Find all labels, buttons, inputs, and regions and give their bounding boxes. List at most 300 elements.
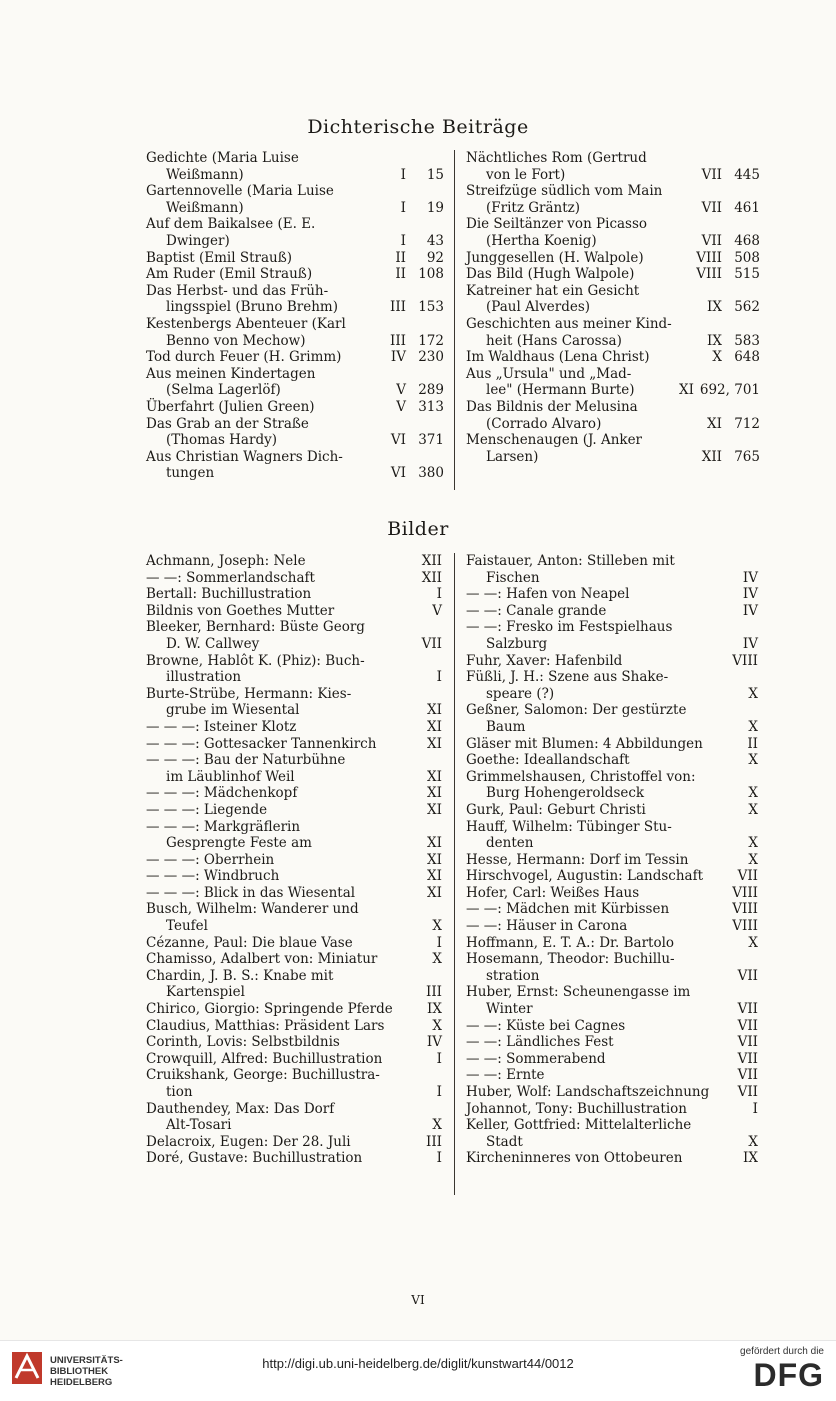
entry-line: (Paul Alverdes) xyxy=(486,299,591,316)
entry-title xyxy=(146,266,368,283)
entry-line: denten xyxy=(486,835,534,852)
entry-line: Baum xyxy=(486,718,526,735)
entry-line: Das Grab an der Straße xyxy=(146,415,309,432)
entry-title xyxy=(146,1051,402,1068)
index-entry xyxy=(146,1134,442,1151)
entry-line: Kestenbergs Abenteuer (Karl xyxy=(146,315,346,332)
entry-volume: VIII xyxy=(732,652,758,669)
entry-title xyxy=(466,1150,718,1167)
entry-volume: IV xyxy=(426,1034,442,1051)
entry-volume: X xyxy=(748,934,758,951)
entry-volume: IX xyxy=(427,1001,442,1018)
index-entry xyxy=(146,951,442,968)
entry-title xyxy=(146,719,402,736)
entry-page: 92 xyxy=(426,249,444,266)
entry-line: — —: Fresko im Festspielhaus xyxy=(466,619,673,636)
entry-title xyxy=(146,819,402,852)
entry-title xyxy=(146,736,402,753)
entry-page: 43 xyxy=(426,232,444,249)
entry-line: grube im Wiesental xyxy=(166,702,300,719)
entry-volume: IV xyxy=(742,586,758,603)
entry-line: D. W. Callwey xyxy=(166,635,260,652)
index-entry xyxy=(146,868,442,885)
entry-line: Salzburg xyxy=(486,635,548,652)
entry-volume: VII xyxy=(421,635,442,652)
index-entry xyxy=(146,1051,442,1068)
entry-line: Streifzüge südlich vom Main xyxy=(466,183,663,200)
entry-line: Dauthendey, Max: Das Dorf xyxy=(146,1100,335,1117)
entry-volume: V xyxy=(432,602,442,619)
entry-line: tion xyxy=(166,1084,193,1100)
index-entry xyxy=(146,802,442,819)
entry-title xyxy=(146,752,402,785)
entry-title xyxy=(466,183,684,216)
entry-page: 313 xyxy=(418,398,444,415)
entry-volume: V xyxy=(396,398,406,415)
entry-line: Kartenspiel xyxy=(166,984,245,1001)
index-entry xyxy=(146,1034,442,1051)
index-entry xyxy=(466,586,758,603)
entry-line: Faistauer, Anton: Stilleben mit xyxy=(466,553,675,569)
entry-title xyxy=(466,399,684,432)
entry-line: Dwinger) xyxy=(166,232,230,249)
entry-line: (Corrado Alvaro) xyxy=(486,415,602,432)
entry-line: Nächtliches Rom (Gertrud xyxy=(466,150,647,166)
entry-volume: II xyxy=(395,249,406,266)
entry-volume: VII xyxy=(737,868,758,885)
entry-line: — —: Mädchen mit Kürbissen xyxy=(466,901,670,918)
index-entry xyxy=(146,553,442,570)
entry-line: Delacroix, Eugen: Der 28. Juli xyxy=(146,1133,351,1150)
entry-title xyxy=(146,570,402,587)
entry-volume: XI xyxy=(427,785,442,802)
entry-volume: XI xyxy=(427,718,442,735)
library-name: UNIVERSITÄTS- BIBLIOTHEK HEIDELBERG xyxy=(50,1355,123,1388)
entry-volume: II xyxy=(747,735,758,752)
entry-line: Achmann, Joseph: Nele xyxy=(146,553,306,569)
entry-title xyxy=(146,216,368,249)
index-entry xyxy=(466,935,758,952)
index-entry xyxy=(466,736,758,753)
index-entry xyxy=(146,266,444,283)
index-entry xyxy=(146,349,444,366)
entry-title xyxy=(146,935,402,952)
entry-title xyxy=(466,349,684,366)
entry-title xyxy=(466,984,718,1017)
entry-volume: X xyxy=(748,1133,758,1150)
entry-line: Hosemann, Theodor: Buchillu- xyxy=(466,951,675,968)
entry-volume: XI xyxy=(427,702,442,719)
index-entry xyxy=(466,1084,758,1101)
entry-line: stration xyxy=(486,967,540,984)
entry-title xyxy=(466,316,684,349)
index-entry xyxy=(146,885,442,902)
index-entry xyxy=(466,901,758,918)
entry-volume: IX xyxy=(707,332,722,349)
entry-line: Fischen xyxy=(486,569,540,586)
entry-line: — — —: Isteiner Klotz xyxy=(146,718,297,735)
index-entry xyxy=(146,752,442,785)
entry-page: 289 xyxy=(418,382,444,399)
entry-title xyxy=(146,553,402,570)
entry-page: 380 xyxy=(418,465,444,482)
entry-volume: VII xyxy=(737,967,758,984)
entry-volume: VIII xyxy=(732,918,758,935)
entry-title xyxy=(146,885,402,902)
entry-title xyxy=(146,183,368,216)
entry-volume: VII xyxy=(737,1050,758,1067)
entry-page: 712 xyxy=(734,415,760,432)
entry-title xyxy=(466,769,718,802)
index-entry xyxy=(146,316,444,349)
entry-page: 692, 701 xyxy=(699,382,760,399)
entry-title xyxy=(466,901,718,918)
entry-volume: VI xyxy=(390,465,406,482)
document-url[interactable]: http://digi.ub.uni-heidelberg.de/diglit/kunstwart44/0012 xyxy=(262,1356,574,1371)
entry-line: Junggesellen (H. Walpole) xyxy=(466,249,644,266)
entry-title xyxy=(146,686,402,719)
funding-label: gefördert durch die xyxy=(740,1346,824,1357)
entry-volume: III xyxy=(390,332,406,349)
entry-line: Gartennovelle (Maria Luise xyxy=(146,183,334,200)
entry-line: Gurk, Paul: Geburt Christi xyxy=(466,801,646,818)
index-entry xyxy=(146,283,444,316)
entry-page: 461 xyxy=(734,199,760,216)
index-entry xyxy=(146,653,442,686)
entry-title xyxy=(466,653,718,670)
entry-line: Gedichte (Maria Luise xyxy=(146,150,299,166)
entry-volume: VIII xyxy=(696,249,722,266)
index-entry xyxy=(466,1117,758,1150)
entry-title xyxy=(466,1084,718,1101)
index-entry xyxy=(466,216,760,249)
index-entry xyxy=(466,316,760,349)
index-entry xyxy=(146,935,442,952)
entry-volume: XI xyxy=(427,884,442,901)
entry-line: speare (?) xyxy=(486,685,555,702)
entry-volume: IX xyxy=(743,1150,758,1167)
index-entry xyxy=(466,183,760,216)
entry-title xyxy=(146,785,402,802)
entry-title xyxy=(146,968,402,1001)
index-entry xyxy=(146,150,444,183)
entry-volume: X xyxy=(432,1017,442,1034)
entry-title xyxy=(466,951,718,984)
index-entry xyxy=(466,868,758,885)
entry-title xyxy=(146,250,368,267)
entry-title xyxy=(466,868,718,885)
entry-title xyxy=(146,1150,402,1167)
entry-title xyxy=(466,918,718,935)
entry-title xyxy=(146,349,368,366)
entry-title xyxy=(466,885,718,902)
entry-volume: X xyxy=(748,801,758,818)
entry-line: (Selma Lagerlöf) xyxy=(166,382,281,399)
index-entry xyxy=(466,150,760,183)
entry-line: lee" (Hermann Burte) xyxy=(486,382,635,399)
entry-volume: XI xyxy=(427,768,442,785)
entry-volume: IX xyxy=(707,299,722,316)
index-entry xyxy=(146,968,442,1001)
entry-volume: X xyxy=(432,918,442,935)
index-entry xyxy=(146,416,444,449)
entry-volume: X xyxy=(748,718,758,735)
entry-line: Überfahrt (Julien Green) xyxy=(146,398,315,415)
entry-title xyxy=(146,1018,402,1035)
entry-title xyxy=(466,553,718,586)
entry-volume: X xyxy=(748,835,758,852)
index-entry xyxy=(146,570,442,587)
entry-line: (Fritz Gräntz) xyxy=(486,199,581,216)
index-entry xyxy=(466,366,760,399)
entry-title xyxy=(146,1034,402,1051)
entry-volume: I xyxy=(436,934,442,951)
entry-page: 648 xyxy=(734,349,760,366)
entry-volume: IV xyxy=(390,349,406,366)
entry-volume: VII xyxy=(737,1034,758,1051)
entry-title xyxy=(466,586,718,603)
entry-line: illustration xyxy=(166,669,242,686)
entry-line: Baptist (Emil Strauß) xyxy=(146,249,293,266)
entry-title xyxy=(146,316,368,349)
entry-line: heit (Hans Carossa) xyxy=(486,332,622,349)
entry-line: Hirschvogel, Augustin: Landschaft xyxy=(466,868,704,885)
entry-line: — —: Ernte xyxy=(466,1067,545,1084)
index-entry xyxy=(466,669,758,702)
entry-line: lingsspiel (Bruno Brehm) xyxy=(166,299,338,316)
index-entry xyxy=(466,1034,758,1051)
entry-line: Bildnis von Goethes Mutter xyxy=(146,602,335,619)
entry-page: 371 xyxy=(418,432,444,449)
index-entry xyxy=(146,901,442,934)
entry-line: — — —: Liegende xyxy=(146,801,268,818)
entry-line: Aus „Ursula" und „Mad- xyxy=(466,365,632,382)
entry-volume: I xyxy=(400,166,406,183)
entry-line: Johannot, Tony: Buchillustration xyxy=(466,1100,687,1117)
entry-volume: XI xyxy=(427,835,442,852)
entry-line: — —: Sommerabend xyxy=(466,1050,606,1067)
entry-volume: I xyxy=(436,669,442,686)
entry-title xyxy=(466,669,718,702)
index-entry xyxy=(146,819,442,852)
entry-page: 508 xyxy=(734,249,760,266)
index-entry xyxy=(466,432,760,465)
entry-line: — —: Canale grande xyxy=(466,602,607,619)
entry-volume: VII xyxy=(737,1067,758,1084)
entry-volume: IV xyxy=(742,602,758,619)
entry-line: Weißmann) xyxy=(166,199,244,216)
index-entry xyxy=(146,785,442,802)
entry-volume: III xyxy=(426,1133,442,1150)
column-divider xyxy=(454,150,455,490)
index-entry xyxy=(146,216,444,249)
index-entry xyxy=(466,1150,758,1167)
entry-volume: VII xyxy=(737,1001,758,1018)
entry-title xyxy=(466,752,718,769)
entry-line: Im Waldhaus (Lena Christ) xyxy=(466,349,650,366)
entry-page: 153 xyxy=(418,299,444,316)
entry-line: — —: Häuser in Carona xyxy=(466,918,628,935)
entry-volume: X xyxy=(748,851,758,868)
index-entry xyxy=(466,283,760,316)
index-entry xyxy=(146,586,442,603)
entry-volume: XII xyxy=(701,448,722,465)
index-entry xyxy=(146,1067,442,1100)
entry-title xyxy=(466,1101,718,1118)
index-entry xyxy=(466,619,758,652)
entry-line: tungen xyxy=(166,465,215,482)
entry-line: im Läublinhof Weil xyxy=(166,768,295,785)
index-entry xyxy=(466,984,758,1017)
entry-page: 445 xyxy=(734,166,760,183)
entry-page: 15 xyxy=(426,166,444,183)
entry-volume: XI xyxy=(707,415,722,432)
dfg-logo: DFG xyxy=(753,1357,824,1393)
entry-line: — — —: Blick in das Wiesental xyxy=(146,884,356,901)
entry-page: 19 xyxy=(426,199,444,216)
entry-title xyxy=(146,283,368,316)
entry-title xyxy=(146,619,402,652)
index-entry xyxy=(466,752,758,769)
entry-title xyxy=(466,283,684,316)
entry-volume: XI xyxy=(427,868,442,885)
page-number: VI xyxy=(411,1293,425,1307)
entry-volume: X xyxy=(748,752,758,769)
entry-line: Tod durch Feuer (H. Grimm) xyxy=(146,349,342,366)
entry-volume: I xyxy=(436,586,442,603)
entry-line: — — —: Oberrhein xyxy=(146,851,275,868)
index-entry xyxy=(146,449,444,482)
index-entry xyxy=(146,736,442,753)
entry-title xyxy=(146,901,402,934)
entry-volume: X xyxy=(432,951,442,968)
entry-line: Huber, Wolf: Landschaftszeichnung xyxy=(466,1084,710,1100)
entry-line: — —: Ländliches Fest xyxy=(466,1034,614,1051)
entry-line: Bertall: Buchillustration xyxy=(146,586,312,603)
index-entry xyxy=(466,553,758,586)
index-entry xyxy=(466,1018,758,1035)
entry-line: Das Herbst- und das Früh- xyxy=(146,282,329,299)
entry-volume: I xyxy=(400,199,406,216)
entry-line: Claudius, Matthias: Präsident Lars xyxy=(146,1017,385,1034)
poetry-column-right xyxy=(466,150,760,465)
entry-line: Kircheninneres von Ottobeuren xyxy=(466,1150,683,1167)
entry-title xyxy=(146,603,402,620)
index-entry xyxy=(466,1067,758,1084)
entry-line: Teufel xyxy=(166,918,208,935)
entry-title xyxy=(466,619,718,652)
entry-line: Crowquill, Alfred: Buchillustration xyxy=(146,1050,383,1067)
index-entry xyxy=(466,1051,758,1068)
entry-line: Stadt xyxy=(486,1133,523,1150)
entry-title xyxy=(466,819,718,852)
entry-line: Busch, Wilhelm: Wanderer und xyxy=(146,901,359,918)
index-entry xyxy=(146,686,442,719)
index-entry xyxy=(466,885,758,902)
entry-volume: XI xyxy=(427,801,442,818)
entry-line: Chardin, J. B. S.: Knabe mit xyxy=(146,967,334,984)
entry-line: Goethe: Ideallandschaft xyxy=(466,752,630,769)
entry-volume: I xyxy=(436,1084,442,1100)
index-entry xyxy=(466,653,758,670)
entry-line: — — —: Mädchenkopf xyxy=(146,785,298,802)
entry-title xyxy=(146,1001,402,1018)
entry-line: — —: Sommerlandschaft xyxy=(146,569,315,586)
index-entry xyxy=(466,1101,758,1118)
entry-volume: VIII xyxy=(696,266,722,283)
entry-line: (Hertha Koenig) xyxy=(486,232,597,249)
index-entry xyxy=(146,603,442,620)
entry-line: Hauff, Wilhelm: Tübinger Stu- xyxy=(466,818,672,835)
entry-line: — —: Hafen von Neapel xyxy=(466,586,630,603)
entry-volume: XII xyxy=(421,553,442,569)
index-entry xyxy=(466,702,758,735)
entry-title xyxy=(466,1051,718,1068)
index-entry xyxy=(146,852,442,869)
entry-title xyxy=(466,702,718,735)
entry-volume: VIII xyxy=(732,884,758,901)
entry-volume: VII xyxy=(737,1084,758,1100)
entry-line: Chirico, Giorgio: Springende Pferde xyxy=(146,1001,393,1018)
entry-line: Geschichten aus meiner Kind- xyxy=(466,315,672,332)
index-entry xyxy=(466,918,758,935)
entry-volume: I xyxy=(752,1100,758,1117)
entry-title xyxy=(466,1117,718,1150)
pictures-column-left xyxy=(146,553,442,1167)
entry-volume: V xyxy=(396,382,406,399)
index-entry xyxy=(466,852,758,869)
entry-line: Doré, Gustave: Buchillustration xyxy=(146,1150,363,1167)
entry-page: 108 xyxy=(418,266,444,283)
entry-line: — — —: Windbruch xyxy=(146,868,280,885)
entry-line: Füßli, J. H.: Szene aus Shake- xyxy=(466,669,669,686)
index-entry xyxy=(466,819,758,852)
entry-line: Huber, Ernst: Scheunengasse im xyxy=(466,984,691,1001)
index-entry xyxy=(146,1018,442,1035)
entry-line: Geßner, Salomon: Der gestürzte xyxy=(466,702,687,719)
index-entry xyxy=(466,951,758,984)
entry-title xyxy=(466,603,718,620)
entry-line: Larsen) xyxy=(486,448,539,465)
entry-title xyxy=(146,802,402,819)
index-entry xyxy=(146,183,444,216)
entry-line: Menschenaugen (J. Anker xyxy=(466,432,643,449)
index-entry xyxy=(146,250,444,267)
entry-page: 468 xyxy=(734,232,760,249)
section-title-bilder: Bilder xyxy=(387,518,449,540)
entry-volume: VIII xyxy=(732,901,758,918)
index-entry xyxy=(146,1150,442,1167)
entry-volume: X xyxy=(748,685,758,702)
entry-volume: X xyxy=(432,1117,442,1134)
entry-line: Das Bild (Hugh Walpole) xyxy=(466,266,635,283)
entry-line: — —: Küste bei Cagnes xyxy=(466,1017,626,1034)
index-entry xyxy=(466,250,760,267)
pictures-column-right xyxy=(466,553,758,1167)
entry-title xyxy=(466,266,684,283)
entry-line: Burte-Strübe, Hermann: Kies- xyxy=(146,685,352,702)
entry-line: Burg Hohengeroldseck xyxy=(486,785,645,802)
entry-volume: VII xyxy=(701,199,722,216)
entry-title xyxy=(146,1067,402,1100)
entry-volume: X xyxy=(748,785,758,802)
entry-page: 172 xyxy=(418,332,444,349)
entry-volume: XII xyxy=(421,569,442,586)
entry-line: Gläser mit Blumen: 4 Abbildungen xyxy=(466,735,703,752)
index-entry xyxy=(146,366,444,399)
index-entry xyxy=(146,1001,442,1018)
column-divider xyxy=(454,553,455,1195)
